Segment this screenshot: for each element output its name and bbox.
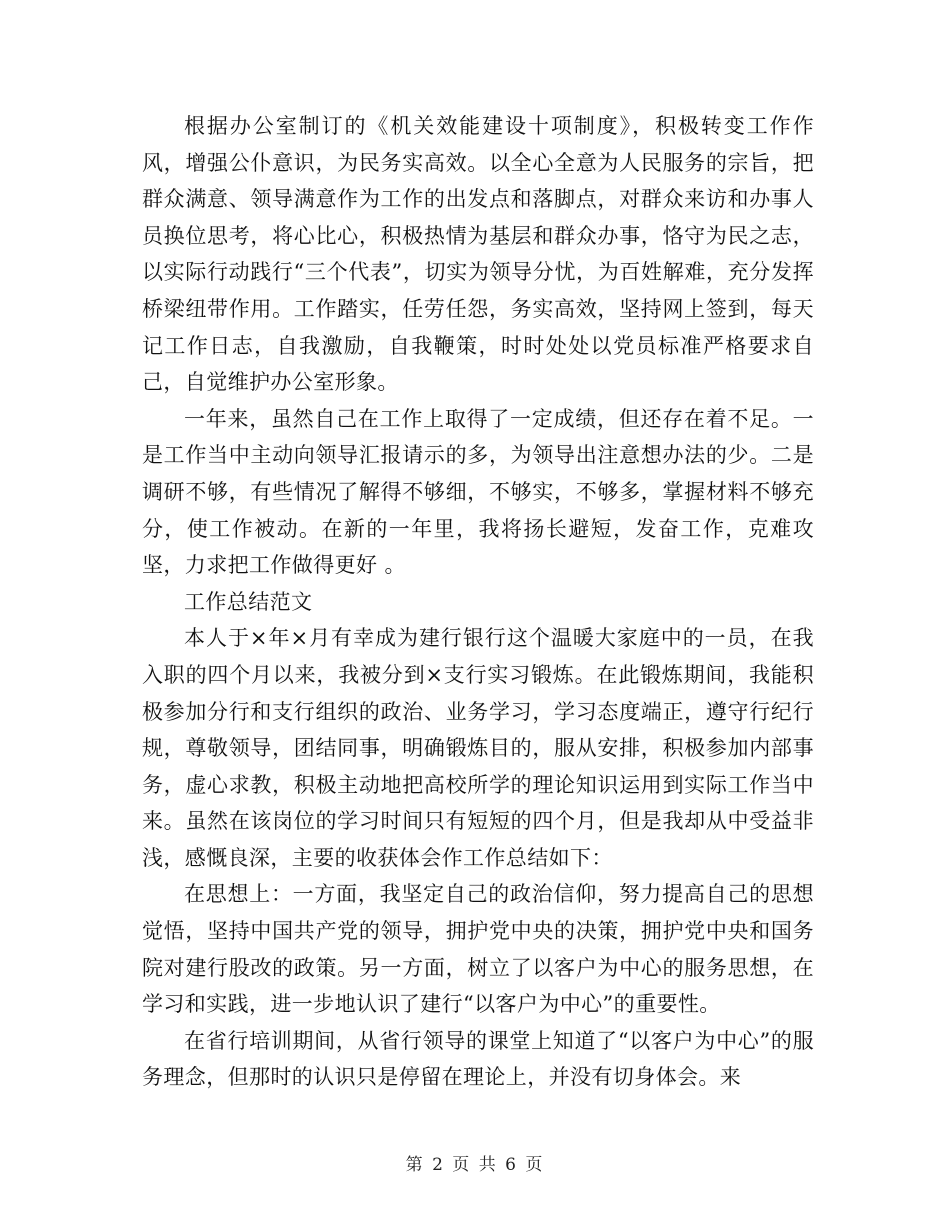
paragraph-training: 在省行培训期间，从省行领导的课堂上知道了“以客户为中心”的服务理念，但那时的认识只是停留在理论上，并没有切身体会。来 [142,1028,814,1090]
paragraph-ideology: 在思想上：一方面，我坚定自己的政治信仰，努力提高自己的思想觉悟，坚持中国共产党的领导，拥护党中央的决策，拥护党中央和国务院对建行股改的政策。另一方面，树立了以客户为中心的服务思想，在学习和实践，进一步地认识了建行“以客户为中心”的重要性。 [142,882,814,1017]
paragraph-introduction: 本人于×年×月有幸成为建行银行这个温暖大家庭中的一员，在我入职的四个月以来，我被分到×支行实习锻炼。在此锻炼期间，我能积极参加分行和支行组织的政治、业务学习，学习态度端正，遵守行纪行规，尊敬领导，团结同事，明确锻炼目的，服从安排，积极参加内部事务，虚心求教，积极主动地把高校所学的理论知识运用到实际工作当中来。虽然在该岗位的学习时间只有短短的四个月，但是我却从中受益非浅，感慨良深，主要的收获体会作工作总结如下： [142,626,814,870]
paragraph-efficiency: 根据办公室制订的《机关效能建设十项制度》，积极转变工作作风，增强公仆意识，为民务实高效。以全心全意为人民服务的宗旨，把群众满意、领导满意作为工作的出发点和落脚点，对群众来访和办事人员换位思考，将心比心，积极热情为基层和群众办事，恪守为民之志，以实际行动践行“三个代表”，切实为领导分忧，为百姓解难，充分发挥桥梁纽带作用。工作踏实，任劳任怨，务实高效，坚持网上签到，每天记工作日志，自我激励，自我鞭策，时时处处以党员标准严格要求自己，自觉维护办公室形象。 [142,114,814,395]
document-body [142,108,814,1096]
paragraph-shortcomings: 一年来，虽然自己在工作上取得了一定成绩，但还存在着不足。一是工作当中主动向领导汇报请示的多，为领导出注意想办法的少。二是调研不够，有些情况了解得不够细，不够实，不够多，掌握材料不够充分，使工作被动。在新的一年里，我将扬长避短，发奋工作，克难攻坚，力求把工作做得更好 。 [142,406,814,578]
section-heading: 工作总结范文 [184,589,313,614]
page-number-footer: 第 2 页 共 6 页 [405,1155,545,1175]
